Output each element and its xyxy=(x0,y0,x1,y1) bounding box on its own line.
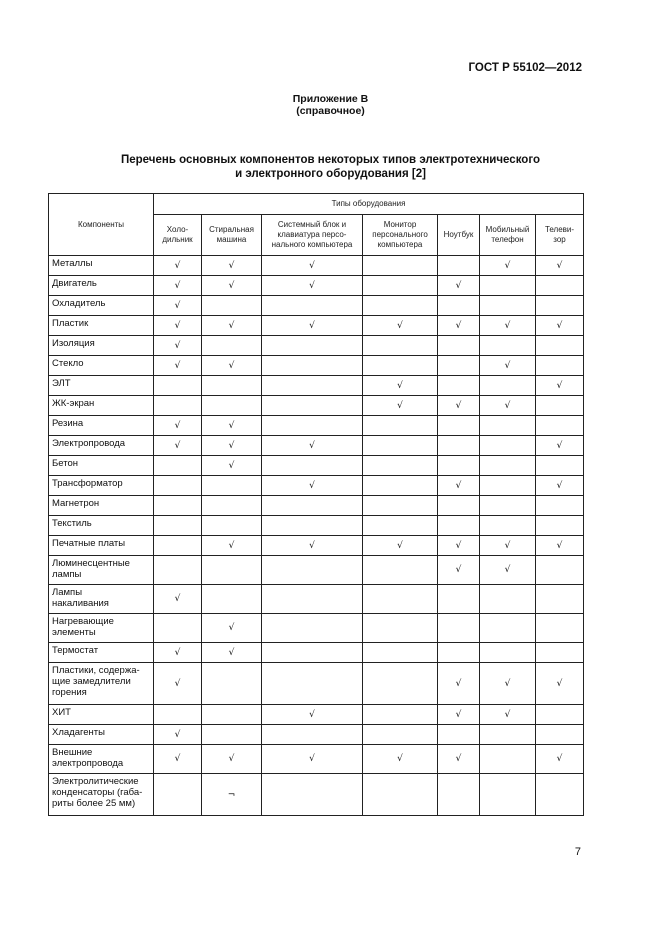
component-name: Пластик xyxy=(49,316,154,336)
check-cell: √ xyxy=(480,536,536,556)
check-cell: √ xyxy=(438,276,480,296)
check-cell xyxy=(154,774,202,816)
component-name: Пластики, содержа- щие замедлители горения xyxy=(49,663,154,705)
check-cell xyxy=(202,725,262,745)
table-row xyxy=(49,316,584,336)
check-cell xyxy=(536,416,584,436)
equipment-types-header: Типы оборудования xyxy=(154,194,584,215)
table-body xyxy=(49,256,584,816)
check-cell: √ xyxy=(262,536,363,556)
check-cell: √ xyxy=(536,663,584,705)
check-cell xyxy=(438,516,480,536)
check-cell xyxy=(438,296,480,316)
check-cell xyxy=(438,614,480,643)
check-cell: √ xyxy=(202,745,262,774)
table-row xyxy=(49,516,584,536)
check-cell xyxy=(202,376,262,396)
check-cell xyxy=(202,556,262,585)
check-cell xyxy=(438,725,480,745)
check-cell xyxy=(154,556,202,585)
check-cell xyxy=(438,256,480,276)
component-name: Текстиль xyxy=(49,516,154,536)
check-cell: √ xyxy=(154,436,202,456)
check-cell xyxy=(154,376,202,396)
check-cell xyxy=(536,614,584,643)
check-cell xyxy=(202,336,262,356)
component-name: Двигатель xyxy=(49,276,154,296)
equipment-column-header: Ноутбук xyxy=(438,215,480,256)
check-cell: √ xyxy=(262,436,363,456)
check-cell xyxy=(262,336,363,356)
component-name: Хладагенты xyxy=(49,725,154,745)
check-cell: √ xyxy=(363,376,438,396)
component-name: Печатные платы xyxy=(49,536,154,556)
check-cell xyxy=(363,663,438,705)
check-cell: √ xyxy=(480,316,536,336)
check-cell: √ xyxy=(202,256,262,276)
page-number: 7 xyxy=(574,846,581,858)
check-cell xyxy=(536,556,584,585)
check-cell: √ xyxy=(202,456,262,476)
check-cell: √ xyxy=(438,705,480,725)
check-cell: √ xyxy=(480,356,536,376)
component-name: Внешние электропровода xyxy=(49,745,154,774)
table-row xyxy=(49,725,584,745)
check-cell xyxy=(202,296,262,316)
table-row xyxy=(49,376,584,396)
check-cell: √ xyxy=(363,396,438,416)
check-cell: √ xyxy=(262,705,363,725)
check-cell xyxy=(480,614,536,643)
check-cell xyxy=(363,436,438,456)
check-cell xyxy=(363,256,438,276)
check-cell xyxy=(262,296,363,316)
check-cell xyxy=(363,296,438,316)
check-cell xyxy=(536,643,584,663)
check-cell xyxy=(536,276,584,296)
annex-title: Приложение В xyxy=(292,93,369,105)
document-title-line-2: и электронного оборудования [2] xyxy=(235,168,426,180)
check-cell xyxy=(202,476,262,496)
component-name: Лампы накаливания xyxy=(49,585,154,614)
check-cell xyxy=(438,436,480,456)
annex-heading xyxy=(0,93,661,117)
check-cell xyxy=(536,705,584,725)
component-name: Трансформатор xyxy=(49,476,154,496)
check-cell: √ xyxy=(154,356,202,376)
check-cell: √ xyxy=(262,316,363,336)
check-cell xyxy=(202,663,262,705)
table-row xyxy=(49,663,584,705)
check-cell: √ xyxy=(154,316,202,336)
check-cell xyxy=(262,774,363,816)
check-cell xyxy=(536,496,584,516)
component-name: Бетон xyxy=(49,456,154,476)
component-name: ХИТ xyxy=(49,705,154,725)
check-cell xyxy=(480,745,536,774)
check-cell xyxy=(363,643,438,663)
check-cell: √ xyxy=(154,663,202,705)
check-cell xyxy=(438,416,480,436)
check-cell: √ xyxy=(480,256,536,276)
equipment-column-header: Телеви- зор xyxy=(536,215,584,256)
check-cell xyxy=(262,725,363,745)
check-cell xyxy=(363,556,438,585)
equipment-column-header: Мобильный телефон xyxy=(480,215,536,256)
equipment-column-header: Стиральная машина xyxy=(202,215,262,256)
check-cell xyxy=(536,585,584,614)
component-name: Термостат xyxy=(49,643,154,663)
component-name: Нагревающие элементы xyxy=(49,614,154,643)
table-row xyxy=(49,276,584,296)
table-row xyxy=(49,556,584,585)
check-cell xyxy=(438,585,480,614)
standard-designation: ГОСТ Р 55102—2012 xyxy=(468,62,582,74)
check-cell xyxy=(154,396,202,416)
check-cell: √ xyxy=(154,725,202,745)
check-cell: √ xyxy=(536,256,584,276)
component-name: ЖК-экран xyxy=(49,396,154,416)
check-cell xyxy=(438,774,480,816)
check-cell xyxy=(262,643,363,663)
check-cell: √ xyxy=(262,476,363,496)
check-cell xyxy=(202,516,262,536)
check-cell xyxy=(262,663,363,705)
check-cell xyxy=(154,456,202,476)
table-row xyxy=(49,416,584,436)
check-cell xyxy=(262,496,363,516)
check-cell: √ xyxy=(536,536,584,556)
annex-subtitle: (справочное) xyxy=(296,105,365,117)
check-cell xyxy=(202,585,262,614)
check-cell xyxy=(480,516,536,536)
check-cell: √ xyxy=(202,643,262,663)
check-cell xyxy=(363,614,438,643)
check-cell xyxy=(480,436,536,456)
check-cell xyxy=(536,356,584,376)
check-cell: √ xyxy=(154,585,202,614)
check-cell xyxy=(438,456,480,476)
check-cell xyxy=(438,356,480,376)
check-cell: √ xyxy=(202,316,262,336)
component-name: Люминесцентные лампы xyxy=(49,556,154,585)
document-title-line-1: Перечень основных компонентов некоторых типов электротехнического xyxy=(121,154,540,166)
check-cell: √ xyxy=(202,276,262,296)
check-cell: √ xyxy=(154,416,202,436)
check-cell: √ xyxy=(536,476,584,496)
check-cell: √ xyxy=(536,436,584,456)
check-cell: √ xyxy=(262,256,363,276)
check-cell: √ xyxy=(480,556,536,585)
check-cell: √ xyxy=(154,643,202,663)
check-cell xyxy=(536,396,584,416)
check-cell xyxy=(363,496,438,516)
component-name: Металлы xyxy=(49,256,154,276)
check-cell xyxy=(480,336,536,356)
components-column-header: Компоненты xyxy=(49,194,154,256)
table-row xyxy=(49,476,584,496)
check-cell: √ xyxy=(480,396,536,416)
table-row xyxy=(49,536,584,556)
check-cell xyxy=(480,376,536,396)
check-cell: √ xyxy=(202,614,262,643)
table-row xyxy=(49,745,584,774)
check-cell xyxy=(154,476,202,496)
table-row xyxy=(49,296,584,316)
check-cell: √ xyxy=(363,745,438,774)
check-cell xyxy=(262,585,363,614)
check-cell: √ xyxy=(438,536,480,556)
component-name: Электролитические конденсаторы (габа- риты более 25 мм) xyxy=(49,774,154,816)
check-cell xyxy=(363,336,438,356)
component-name: Магнетрон xyxy=(49,496,154,516)
check-cell xyxy=(154,536,202,556)
check-cell: √ xyxy=(154,336,202,356)
check-cell xyxy=(262,456,363,476)
check-cell xyxy=(536,456,584,476)
check-cell xyxy=(438,336,480,356)
component-name: Электропровода xyxy=(49,436,154,456)
check-cell: √ xyxy=(262,276,363,296)
check-cell xyxy=(480,725,536,745)
table-row xyxy=(49,585,584,614)
check-cell xyxy=(262,356,363,376)
table-row xyxy=(49,614,584,643)
table-row xyxy=(49,456,584,476)
check-cell: √ xyxy=(202,416,262,436)
check-cell: √ xyxy=(438,396,480,416)
check-cell xyxy=(154,496,202,516)
check-cell xyxy=(480,296,536,316)
check-cell xyxy=(480,585,536,614)
check-cell xyxy=(363,416,438,436)
check-cell: √ xyxy=(480,705,536,725)
check-cell: √ xyxy=(154,276,202,296)
check-cell: √ xyxy=(438,316,480,336)
table-row xyxy=(49,396,584,416)
check-cell xyxy=(480,276,536,296)
check-cell xyxy=(154,516,202,536)
check-cell: √ xyxy=(154,256,202,276)
component-name: Резина xyxy=(49,416,154,436)
check-cell xyxy=(262,516,363,536)
check-cell xyxy=(363,456,438,476)
check-cell: √ xyxy=(536,745,584,774)
check-cell xyxy=(438,643,480,663)
component-name: ЭЛТ xyxy=(49,376,154,396)
check-cell xyxy=(363,725,438,745)
table-row xyxy=(49,643,584,663)
check-cell xyxy=(363,476,438,496)
check-cell xyxy=(363,585,438,614)
check-cell: √ xyxy=(363,316,438,336)
table-row xyxy=(49,356,584,376)
check-cell: √ xyxy=(536,316,584,336)
components-table xyxy=(48,193,584,816)
equipment-column-header: Монитор персонального компьютера xyxy=(363,215,438,256)
check-cell: √ xyxy=(202,436,262,456)
table-row xyxy=(49,705,584,725)
check-cell: √ xyxy=(154,745,202,774)
check-cell: √ xyxy=(363,536,438,556)
check-cell xyxy=(536,516,584,536)
check-cell xyxy=(536,725,584,745)
check-cell xyxy=(363,276,438,296)
check-cell xyxy=(536,774,584,816)
check-cell xyxy=(480,456,536,476)
check-cell: √ xyxy=(536,376,584,396)
check-cell: √ xyxy=(438,745,480,774)
check-cell xyxy=(262,376,363,396)
check-cell xyxy=(363,516,438,536)
component-name: Охладитель xyxy=(49,296,154,316)
check-cell: √ xyxy=(154,296,202,316)
component-name: Стекло xyxy=(49,356,154,376)
check-cell xyxy=(536,296,584,316)
check-cell xyxy=(363,705,438,725)
table-row xyxy=(49,256,584,276)
check-cell: √ xyxy=(438,476,480,496)
equipment-column-header: Системный блок и клавиатура персо- нального компьютера xyxy=(262,215,363,256)
check-cell: √ xyxy=(202,536,262,556)
check-cell xyxy=(480,774,536,816)
table-header-row-1 xyxy=(49,194,584,215)
table-row xyxy=(49,496,584,516)
check-cell xyxy=(480,416,536,436)
check-cell: ¬ xyxy=(202,774,262,816)
check-cell xyxy=(438,376,480,396)
check-cell xyxy=(202,705,262,725)
check-cell xyxy=(363,356,438,376)
check-cell: √ xyxy=(438,663,480,705)
check-cell: √ xyxy=(262,745,363,774)
check-cell xyxy=(438,496,480,516)
check-cell xyxy=(262,556,363,585)
table-row xyxy=(49,436,584,456)
check-cell: √ xyxy=(438,556,480,585)
check-cell xyxy=(262,396,363,416)
check-cell xyxy=(202,396,262,416)
check-cell xyxy=(154,705,202,725)
table-row xyxy=(49,336,584,356)
check-cell xyxy=(480,476,536,496)
check-cell xyxy=(262,614,363,643)
check-cell xyxy=(154,614,202,643)
check-cell xyxy=(536,336,584,356)
table-row xyxy=(49,774,584,816)
check-cell xyxy=(480,643,536,663)
check-cell xyxy=(363,774,438,816)
check-cell xyxy=(202,496,262,516)
check-cell: √ xyxy=(202,356,262,376)
check-cell xyxy=(262,416,363,436)
component-name: Изоляция xyxy=(49,336,154,356)
equipment-column-header: Холо- дильник xyxy=(154,215,202,256)
check-cell: √ xyxy=(480,663,536,705)
check-cell xyxy=(480,496,536,516)
document-title xyxy=(0,153,661,181)
